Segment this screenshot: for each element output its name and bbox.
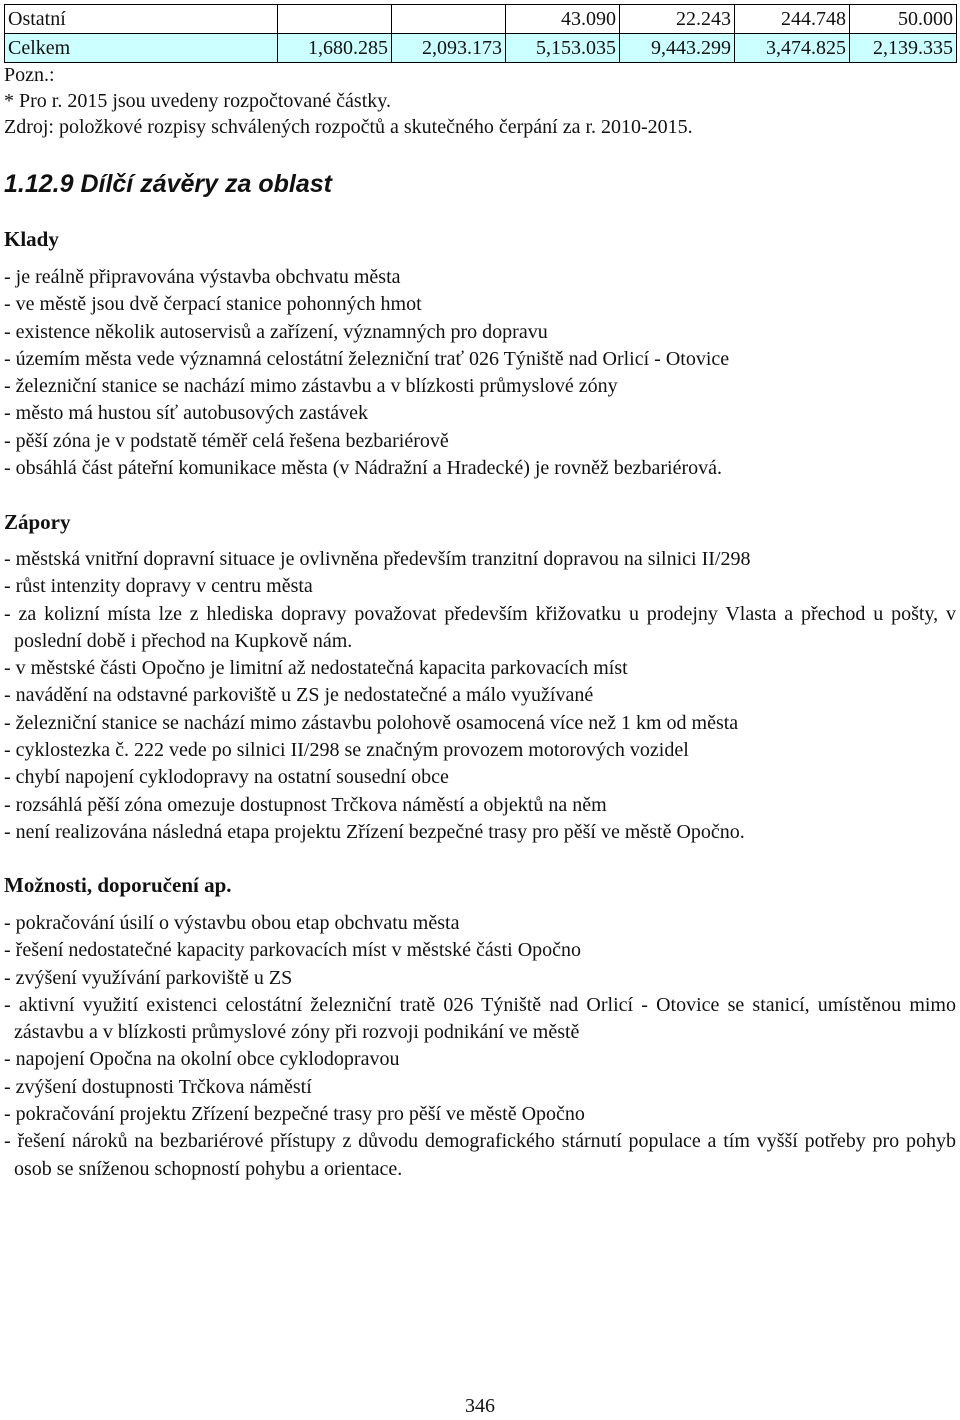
list-item: - zvýšení dostupnosti Trčkova náměstí (4, 1075, 312, 1098)
list-item: - v městské části Opočno je limitní až nedostatečná kapacita parkovacích míst (4, 657, 628, 680)
list-item: - městská vnitřní dopravní situace je ovlivněna především tranzitní dopravou na silnici II/298 (4, 548, 751, 570)
zapory-list (4, 546, 956, 846)
note-budget: * Pro r. 2015 jsou uvedeny rozpočtované částky. (4, 90, 391, 112)
table-cell: 2,093.173 (392, 34, 506, 63)
table-cell: 9,443.299 (620, 34, 735, 63)
list-item: - pěší zóna je v podstatě téměř celá řešena bezbariérově (4, 429, 449, 452)
row-label: Celkem (5, 34, 278, 63)
list-item: - pokračování projektu Zřízení bezpečné trasy pro pěší ve městě Opočno (4, 1103, 585, 1126)
list-item: - železniční stanice se nachází mimo zástavbu polohově osamocená více než 1 km od města (4, 711, 739, 734)
table-cell: 244.748 (735, 5, 850, 34)
zapory-heading: Zápory (4, 510, 71, 534)
list-item: - je reálně připravována výstavba obchvatu města (4, 266, 401, 288)
list-item: - zvýšení využívání parkoviště u ZS (4, 966, 293, 989)
list-item: - ve městě jsou dvě čerpací stanice pohonných hmot (4, 293, 422, 316)
table-cell: 2,139.335 (850, 34, 957, 63)
list-item: - železniční stanice se nachází mimo zástavbu a v blízkosti průmyslové zóny (4, 375, 618, 398)
list-item: - chybí napojení cyklodopravy na ostatní sousední obce (4, 766, 449, 789)
klady-heading: Klady (4, 227, 59, 251)
list-item: - rozsáhlá pěší zóna omezuje dostupnost Trčkova náměstí a objektů na něm (4, 793, 607, 816)
list-item: - pokračování úsilí o výstavbu obou etap obchvatu města (4, 912, 460, 934)
list-item: - řešení nároků na bezbariérové přístupy z důvodu demografického stárnutí populace a tím vyšší potřeby pro pohyb osob se sníženou schopností pohybu a orientace. (4, 1130, 956, 1180)
list-item: - existence několik autoservisů a zařízení, významných pro dopravu (4, 320, 548, 343)
list-item: - obsáhlá část páteřní komunikace města (v Nádražní a Hradecké) je rovněž bezbariérová. (4, 457, 722, 480)
list-item: - aktivní využití existenci celostátní železniční tratě 026 Týniště nad Orlicí - Otovice se stanicí, umístěnou mimo zástavbu a v blízkosti průmyslové zóny při rozvoji podnikání ve městě (4, 993, 956, 1044)
page-number: 346 (465, 1395, 495, 1417)
table-cell: 1,680.285 (278, 34, 392, 63)
moznosti-heading: Možnosti, doporučení ap. (4, 873, 232, 897)
list-item: - řešení nedostatečné kapacity parkovacích míst v městské části Opočno (4, 939, 582, 962)
table-cell (278, 5, 392, 34)
row-label: Ostatní (5, 5, 278, 34)
table-cell: 50.000 (850, 5, 957, 34)
table-cell: 3,474.825 (735, 34, 850, 63)
table-row (5, 5, 957, 34)
list-item: - za kolizní místa lze z hlediska dopravy považovat především křižovatku u prodejny Vlasta a přechod u pošty, v poslední době i přechod na Kupkově nám. (4, 602, 956, 652)
list-item: - město má hustou síť autobusových zastávek (4, 402, 369, 425)
table-cell: 5,153.035 (506, 34, 620, 63)
section-heading: 1.12.9 Dílčí závěry za oblast (4, 170, 332, 198)
list-item: - růst intenzity dopravy v centru města (4, 575, 313, 598)
list-item: - navádění na odstavné parkoviště u ZS je nedostatečné a málo využívané (4, 684, 594, 707)
note-label: Pozn.: (4, 64, 55, 86)
note-source: Zdroj: položkové rozpisy schválených rozpočtů a skutečného čerpání za r. 2010-2015. (4, 116, 693, 138)
table-cell: 43.090 (506, 5, 620, 34)
list-item: - není realizována následná etapa projektu Zřízení bezpečné trasy pro pěší ve městě Opočno. (4, 820, 745, 843)
table-notes (4, 62, 693, 140)
klady-list (4, 264, 956, 482)
budget-table (4, 4, 957, 63)
list-item: - cyklostezka č. 222 vede po silnici II/298 se značným provozem motorových vozidel (4, 739, 689, 762)
list-item: - územím města vede významná celostátní železniční trať 026 Týniště nad Orlicí - Otovice (4, 347, 730, 370)
table-cell (392, 5, 506, 34)
table-cell: 22.243 (620, 5, 735, 34)
table-row-total (5, 34, 957, 63)
list-item: - napojení Opočna na okolní obce cyklodopravou (4, 1048, 400, 1071)
moznosti-list (4, 910, 956, 1183)
